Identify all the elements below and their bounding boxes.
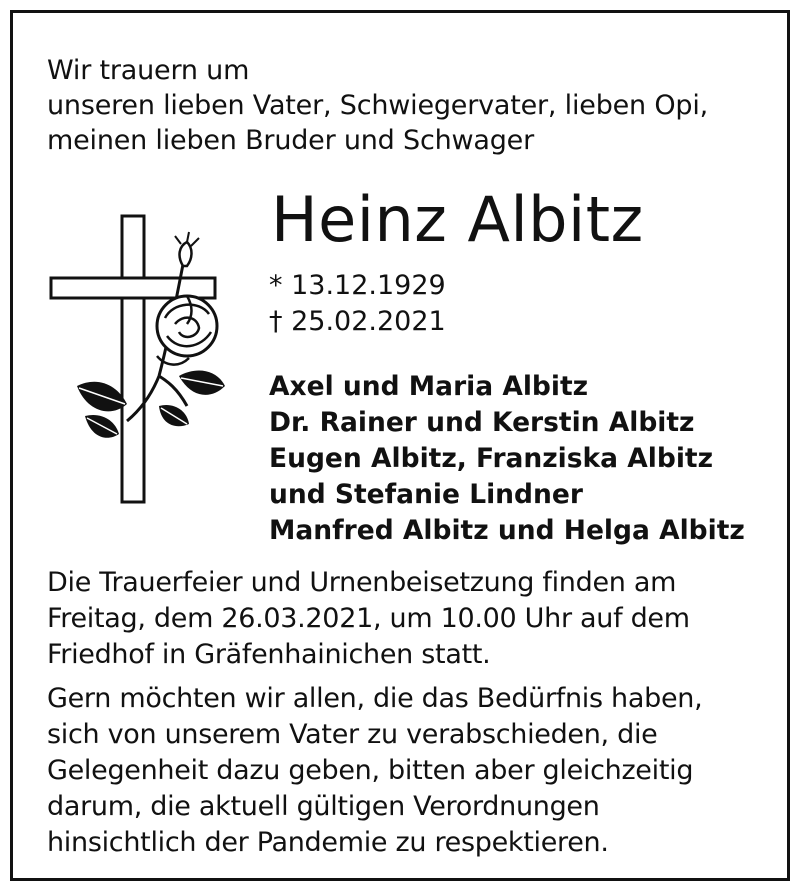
mourners-list: [269, 369, 745, 549]
note-line: Gelegenheit dazu geben, bitten aber gleichzeitig: [47, 755, 694, 786]
note-line: Gern möchten wir allen, die das Bedürfnis haben,: [47, 683, 703, 714]
mourner-line: Axel und Maria Albitz: [269, 371, 589, 402]
cross-with-rose-icon: [47, 206, 227, 506]
intro-line: unseren lieben Vater, Schwiegervater, lieben Opi,: [47, 90, 709, 121]
note-line: sich von unserem Vater zu verabschieden, die: [47, 719, 658, 750]
deceased-name: Heinz Albitz: [271, 183, 644, 256]
mourner-line: Manfred Albitz und Helga Albitz: [269, 515, 745, 546]
death-date: † 25.02.2021: [269, 306, 446, 337]
intro-line: Wir trauern um: [47, 55, 250, 86]
note-line: darum, die aktuell gültigen Verordnungen: [47, 791, 600, 822]
ceremony-line: Freitag, dem 26.03.2021, um 10.00 Uhr auf dem: [47, 603, 690, 634]
ceremony-line: Die Trauerfeier und Urnenbeisetzung finden am: [47, 567, 677, 598]
life-dates: [269, 268, 446, 340]
ceremony-paragraph: [47, 565, 690, 673]
mourner-line: Dr. Rainer und Kerstin Albitz: [269, 407, 695, 438]
mourner-line: und Stefanie Lindner: [269, 479, 583, 510]
ceremony-line: Friedhof in Gräfenhainichen statt.: [47, 639, 491, 670]
intro-line: meinen lieben Bruder und Schwager: [47, 125, 534, 156]
pandemic-note-paragraph: [47, 681, 702, 861]
note-line: hinsichtlich der Pandemie zu respektieren.: [47, 827, 609, 858]
birth-date: * 13.12.1929: [269, 270, 446, 301]
mourner-line: Eugen Albitz, Franziska Albitz: [269, 443, 714, 474]
intro-text: [47, 53, 708, 158]
obituary-notice: [10, 10, 790, 881]
